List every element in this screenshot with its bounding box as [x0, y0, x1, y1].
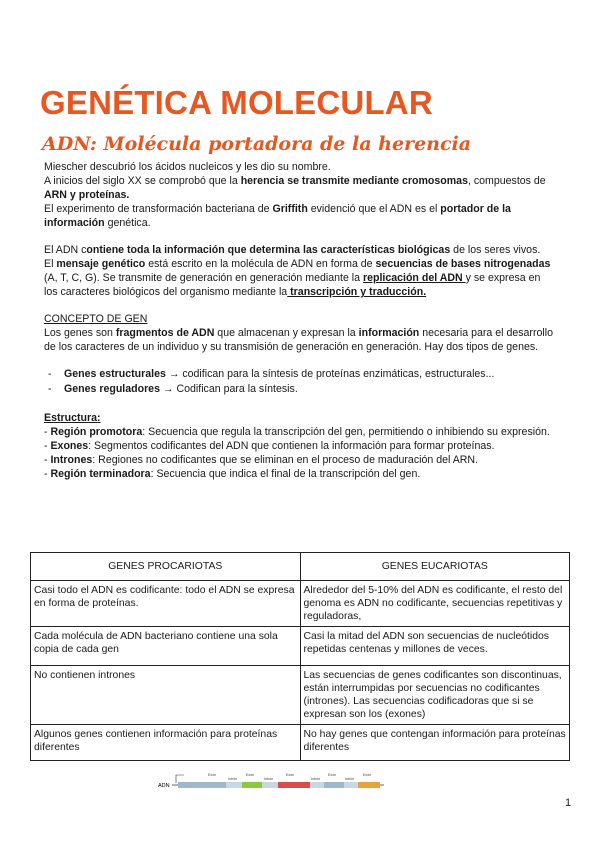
exon-segment [324, 782, 344, 788]
table-cell: No hay genes que contengan información para proteínas diferentes [300, 725, 570, 761]
text: (A, T, C, G). Se transmite de generación en generación mediante la [44, 272, 363, 284]
text: - [44, 468, 51, 480]
table-header-row [31, 553, 570, 581]
text: y se expresa en los caracteres biológicos del organismo mediante la [44, 272, 541, 298]
bold-text: mensaje genético [56, 258, 146, 270]
bold-underlined-text: replicación del ADN [362, 272, 466, 284]
header-prokaryotes: GENES PROCARIOTAS [31, 553, 301, 581]
diagram-label: ADN [158, 783, 170, 789]
structure-item [44, 425, 554, 439]
text: - [44, 454, 51, 466]
table-cell: Cada molécula de ADN bacteriano contiene una sola copia de cada gen [31, 627, 301, 666]
bold-text: ARN y proteínas. [44, 189, 130, 201]
exon-segment [204, 782, 226, 788]
intro-line-2 [44, 174, 554, 202]
text: que almacenan y expresan la [214, 327, 359, 339]
table-row [31, 627, 570, 666]
intro-line-1: Miescher descubrió los ácidos nucleicos y les dio su nombre. [44, 161, 331, 173]
segment-label: Exón [286, 773, 295, 777]
text: : Regiones no codificantes que se eliminan en el proceso de maduración del ARN. [92, 454, 479, 466]
table-row [31, 581, 570, 627]
segment-label: Intrón [228, 777, 238, 781]
segment-label: Exón [328, 773, 337, 777]
bold-text: Exones [50, 440, 89, 452]
text: , compuestos de [467, 175, 546, 187]
text: → Codifican para la síntesis. [159, 383, 298, 395]
text: Los genes son [44, 327, 116, 339]
intron-segment [226, 782, 242, 788]
page-title: GENÉTICA MOLECULAR [40, 84, 433, 121]
table-cell: No contienen intrones [31, 666, 301, 725]
text: necesaria para el desarrollo de los caracteres de un individuo y su transmisión de generación en generación. Hay dos tipos de genes. [44, 327, 553, 353]
adn-paragraph-1 [44, 243, 554, 257]
bold-text: Intrones [50, 454, 93, 466]
table-row [31, 725, 570, 761]
text: : Secuencia que regula la transcripción del gen, permitiendo o inhibiendo su expresión. [142, 426, 550, 438]
section-subtitle: ADN: Molécula portadora de la herencia [42, 133, 472, 155]
dash: - [48, 368, 52, 380]
segment-label: Intrón [345, 777, 355, 781]
segment-label: Intrón [311, 777, 321, 781]
intro-line-3 [44, 202, 554, 230]
segment-label: Intrón [264, 777, 274, 781]
bold-text: herencia se transmite mediante cromosomas [240, 175, 468, 187]
text: A inicios del siglo XX se comprobó que la [44, 175, 241, 187]
bold-text: Genes estructurales [64, 368, 166, 380]
gene-structure-diagram [158, 771, 388, 791]
text: está escrito en la molécula de ADN en forma de [145, 258, 376, 270]
bold-text: Región terminadora [50, 468, 151, 480]
structure-heading [44, 411, 554, 425]
intron-segment [344, 782, 358, 788]
text: : Secuencia que indica el final de la transcripción del gen. [150, 468, 421, 480]
bold-text: ontiene toda la información que determina las características biológicas [86, 244, 451, 256]
header-eukaryotes: GENES EUCARIOTAS [300, 553, 570, 581]
text: El ADN c [44, 244, 87, 256]
structure-item [44, 453, 554, 467]
bold-text: Genes reguladores [64, 383, 160, 395]
structure-item [44, 439, 554, 453]
text: de los seres vivos. [450, 244, 541, 256]
text: El experimento de transformación bacteriana de [44, 203, 273, 215]
exon-segment [358, 782, 380, 788]
exon-segment [242, 782, 262, 788]
text: - [44, 440, 51, 452]
adn-paragraph-2 [44, 257, 554, 299]
concept-paragraph [44, 326, 554, 354]
promoter-arrow-icon [176, 775, 184, 783]
concept-heading: CONCEPTO DE GEN [44, 313, 148, 325]
segment-label: Exón [208, 773, 217, 777]
table-row [31, 666, 570, 725]
bold-text: Griffith [272, 203, 308, 215]
segment-label: Exón [363, 773, 372, 777]
list-item [44, 367, 554, 382]
document-body [44, 160, 554, 481]
bold-underlined-text: transcripción y traducción. [287, 286, 427, 298]
text: - [44, 426, 51, 438]
gene-types-list [44, 367, 554, 397]
dash: - [48, 383, 52, 395]
text: evidenció que el ADN es el [307, 203, 441, 215]
intron-segment [262, 782, 278, 788]
segment-label: Exón [246, 773, 255, 777]
bold-underlined-text: Estructura: [44, 412, 101, 424]
bold-text: información [358, 327, 423, 339]
structure-item [44, 467, 554, 481]
table-cell: Casi todo el ADN es codificante: todo el ADN se expresa en forma de proteínas. [31, 581, 301, 627]
bold-text: portador de la información [44, 203, 511, 229]
page-number: 1 [565, 797, 572, 809]
bold-text: fragmentos de ADN [115, 327, 215, 339]
text: El [44, 258, 57, 270]
text: genética. [104, 217, 151, 229]
intron-segment [310, 782, 324, 788]
comparison-table [30, 552, 570, 761]
exon-segment [278, 782, 310, 788]
table-cell: Alrededor del 5-10% del ADN es codificante, el resto del genoma es ADN no codificante, secuencias repetitivas y reguladoras, [300, 581, 570, 627]
bold-text: secuencias de bases nitrogenadas [375, 258, 551, 270]
bold-text: Región promotora [50, 426, 143, 438]
text: : Segmentos codificantes del ADN que contienen la información para formar proteínas. [88, 440, 495, 452]
list-item [44, 382, 554, 397]
dna-segment [178, 782, 204, 788]
table-cell: Algunos genes contienen información para proteínas diferentes [31, 725, 301, 761]
text: → codifican para la síntesis de proteínas enzimáticas, estructurales... [165, 368, 495, 380]
table-cell: Casi la mitad del ADN son secuencias de nucleótidos repetidas centenas y millones de veces. [300, 627, 570, 666]
table-cell: Las secuencias de genes codificantes son discontinuas, están interrumpidas por secuencias no codificantes (intrones). Las secuencias codificadoras que si se expresan son los (exones) [300, 666, 570, 725]
